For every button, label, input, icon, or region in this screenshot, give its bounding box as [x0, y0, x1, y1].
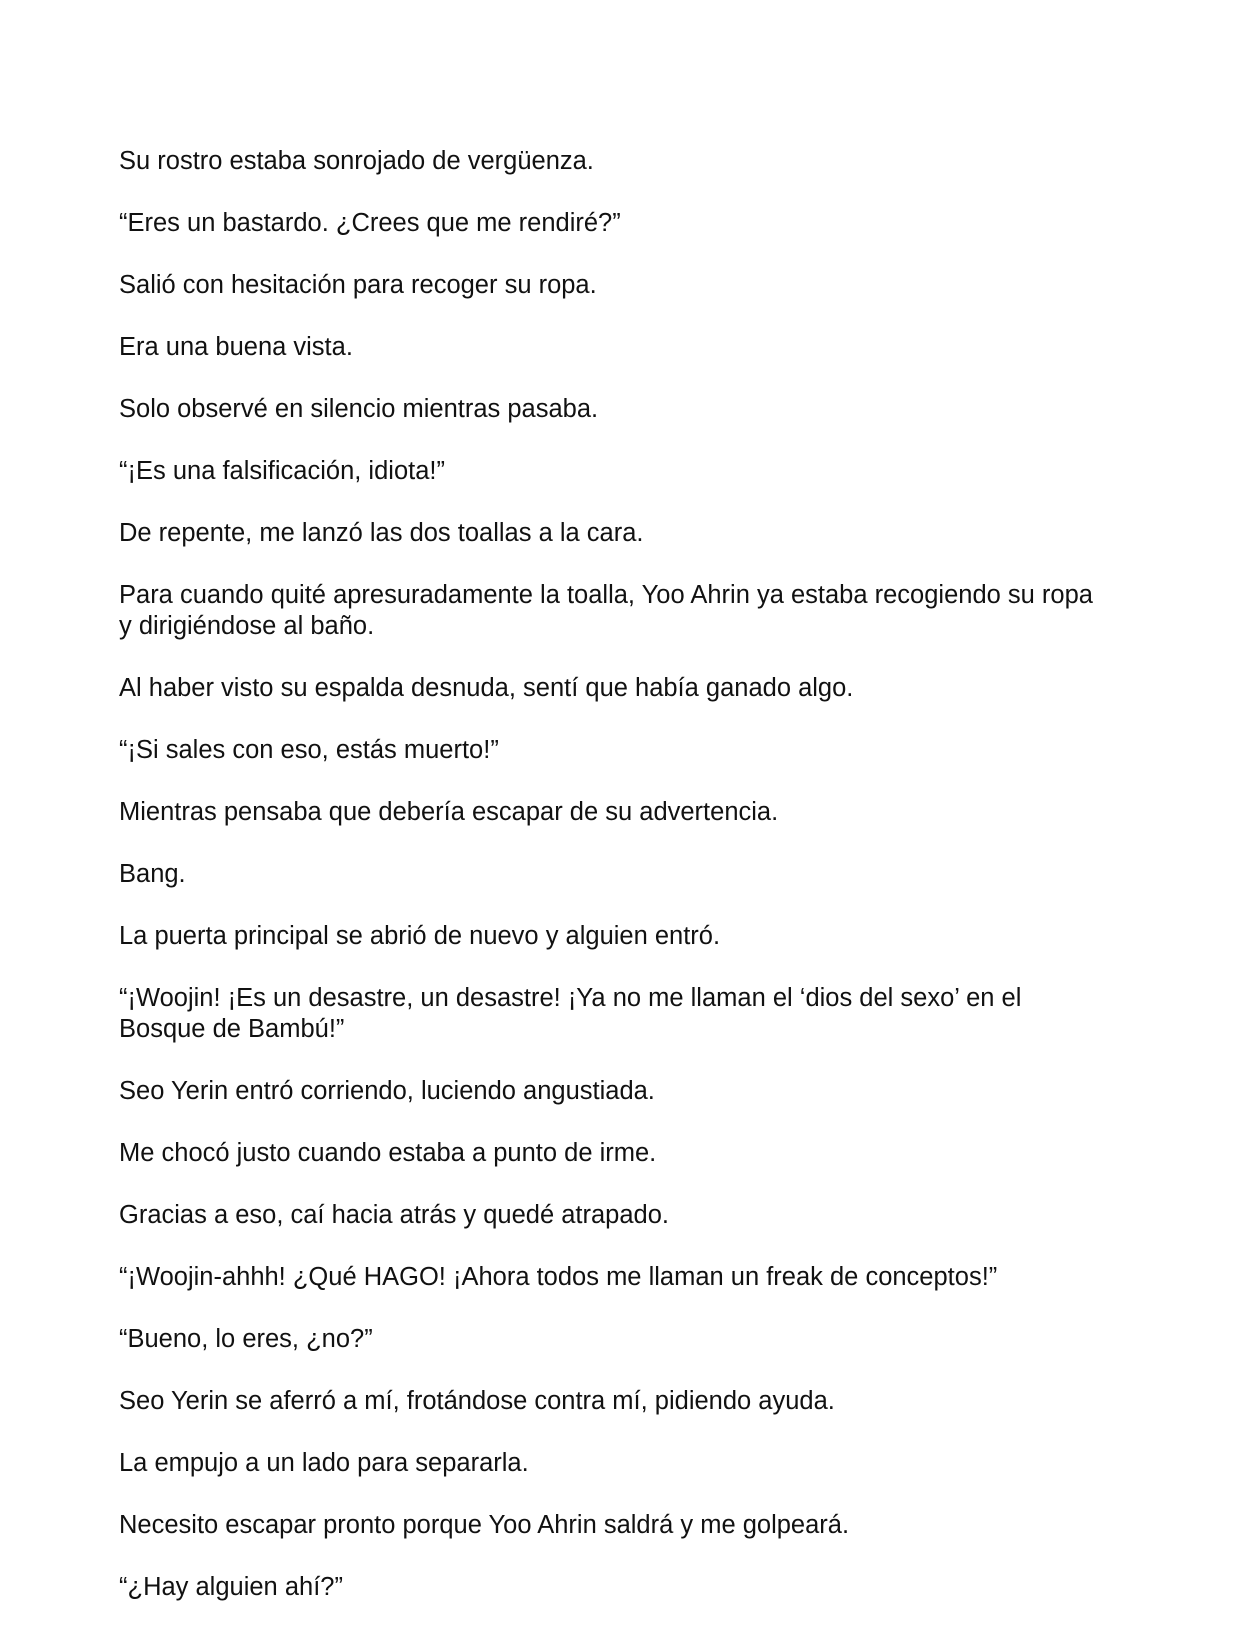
paragraph: La empujo a un lado para separarla. [119, 1449, 529, 1477]
paragraph: “¿Hay alguien ahí?” [119, 1573, 343, 1601]
paragraph: “¡Es una falsificación, idiota!” [119, 457, 445, 485]
paragraph: Mientras pensaba que debería escapar de su advertencia. [119, 798, 779, 826]
paragraph: De repente, me lanzó las dos toallas a la cara. [119, 519, 644, 547]
paragraph: “Bueno, lo eres, ¿no?” [119, 1325, 373, 1353]
paragraph: La puerta principal se abrió de nuevo y alguien entró. [119, 922, 721, 950]
paragraph: Necesito escapar pronto porque Yoo Ahrin saldrá y me golpeará. [119, 1511, 850, 1539]
paragraph: “¡Si sales con eso, estás muerto!” [119, 736, 499, 764]
paragraph: Gracias a eso, caí hacia atrás y quedé atrapado. [119, 1201, 669, 1229]
paragraph: Bang. [119, 860, 186, 888]
paragraph: “Eres un bastardo. ¿Crees que me rendiré?” [119, 209, 621, 237]
paragraph: Para cuando quité apresuradamente la toalla, Yoo Ahrin ya estaba recogiendo su ropa y dirigiéndose al baño. [119, 581, 1093, 640]
paragraph: Solo observé en silencio mientras pasaba. [119, 395, 599, 423]
paragraph: Su rostro estaba sonrojado de vergüenza. [119, 147, 594, 175]
paragraph: “¡Woojin! ¡Es un desastre, un desastre! ¡Ya no me llaman el ‘dios del sexo’ en el Bosque de Bambú!” [119, 984, 1022, 1043]
paragraph: Seo Yerin entró corriendo, luciendo angustiada. [119, 1077, 655, 1105]
paragraph: Al haber visto su espalda desnuda, sentí que había ganado algo. [119, 674, 854, 702]
paragraph: Era una buena vista. [119, 333, 353, 361]
paragraph: Seo Yerin se aferró a mí, frotándose contra mí, pidiendo ayuda. [119, 1387, 835, 1415]
paragraph: Salió con hesitación para recoger su ropa. [119, 271, 597, 299]
text-body [119, 146, 1109, 1634]
paragraph: “¡Woojin-ahhh! ¿Qué HAGO! ¡Ahora todos me llaman un freak de conceptos!” [119, 1263, 998, 1291]
paragraph: Me chocó justo cuando estaba a punto de irme. [119, 1139, 657, 1167]
